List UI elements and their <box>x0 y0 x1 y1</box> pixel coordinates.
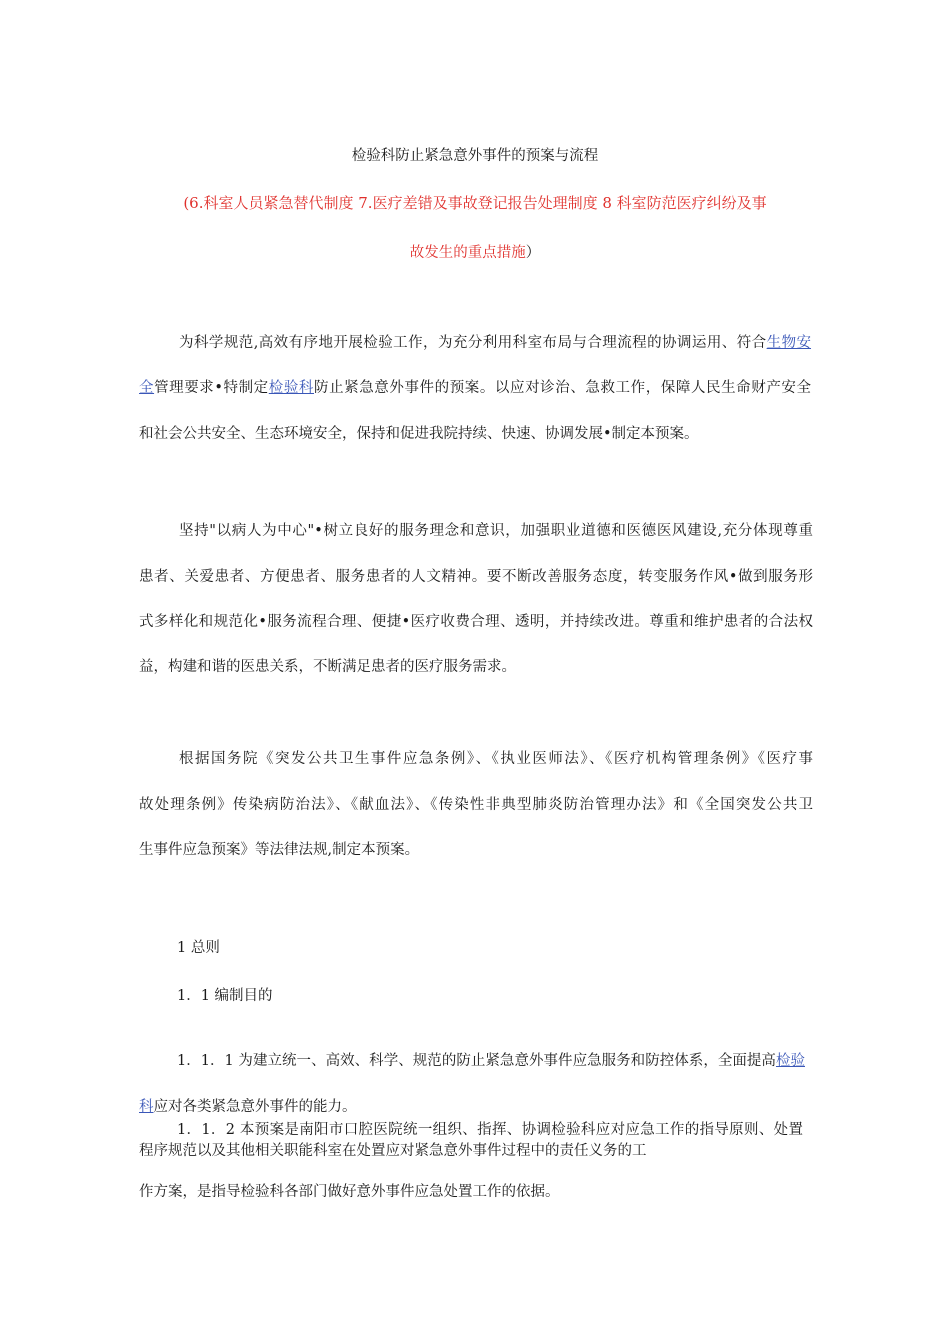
para3-line-1: 根据国务院《突发公共卫生事件应急条例》、《执业医师法》、《医疗机构管理条例》《医疗事 <box>179 751 813 767</box>
para3-line-2: 故处理条例》传染病防治法》、《献血法》、《传染性非典型肺炎防治管理办法》和《全国突发公共卫 <box>139 797 813 813</box>
item-112-line-2: 程序规范以及其他相关职能科室在处置应对紧急意外事件过程中的责任义务的工 <box>139 1143 647 1159</box>
subtitle-line-2-close: ） <box>525 245 541 261</box>
link-lab-cont[interactable]: 科 <box>139 1099 154 1115</box>
para1-text: 为科学规范,高效有序地开展检验工作，为充分利用科室布局与合理流程的协调运用、符合 <box>179 335 767 351</box>
para1-text: 管理要求•特制定 <box>154 380 269 396</box>
link-lab-dept[interactable]: 检验科 <box>268 380 314 396</box>
para1-line-3: 和社会公共安全、生态环境安全，保持和促进我院持续、快速、协调发展•制定本预案。 <box>139 426 699 442</box>
item-111-line-2 <box>139 1097 357 1117</box>
section-heading-general: 1 总则 <box>177 940 220 956</box>
subtitle-line-1: (6.科室人员紧急替代制度 7.医疗差错及事故登记报告处理制度 8 科室防范医疗纠纷及事 <box>183 194 767 212</box>
section-heading-purpose: 1．1 编制目的 <box>177 988 273 1004</box>
subtitle-line-2 <box>0 243 950 263</box>
para2-line-1: 坚持"以病人为中心"•树立良好的服务理念和意识，加强职业道德和医德医风建设,充分体现尊重 <box>179 523 813 539</box>
para2-line-4: 益，构建和谐的医患关系，不断满足患者的医疗服务需求。 <box>139 659 516 675</box>
item-111-line-1 <box>139 1051 805 1071</box>
para1-text: 防止紧急意外事件的预案。以应对诊治、急救工作，保障人民生命财产安全 <box>314 380 811 396</box>
link-lab[interactable]: 检验 <box>775 1053 805 1069</box>
item-112-line-3: 作方案，是指导检验科各部门做好意外事件应急处置工作的依据。 <box>139 1184 560 1200</box>
item-112-line-1: 1．1．2 本预案是南阳市口腔医院统一组织、指挥、协调检验科应对应急工作的指导原则、处置 <box>177 1122 803 1138</box>
subtitle-line-2-red: 故发生的重点措施 <box>409 245 526 261</box>
item-111-text: 1．1．1 为建立统一、高效、科学、规范的防止紧急意外事件应急服务和防控体系，全面提高 <box>177 1053 776 1069</box>
item-111-text: 应对各类紧急意外事件的能力。 <box>153 1099 357 1115</box>
link-biosafety-cont[interactable]: 全 <box>139 380 155 396</box>
document-title: 检验科防止紧急意外事件的预案与流程 <box>351 148 599 164</box>
para2-line-2: 患者、关爱患者、方便患者、服务患者的人文精神。要不断改善服务态度，转变服务作风•做到服务形 <box>139 569 813 585</box>
para1-line-2 <box>139 378 811 398</box>
para2-line-3: 式多样化和规范化•服务流程合理、便捷•医疗收费合理、透明，并持续改进。尊重和维护患者的合法权 <box>139 614 813 630</box>
link-biosafety[interactable]: 生物安 <box>766 335 812 351</box>
para3-line-3: 生事件应急预案》等法律法规,制定本预案。 <box>139 842 420 858</box>
para1-line-1 <box>139 333 811 353</box>
